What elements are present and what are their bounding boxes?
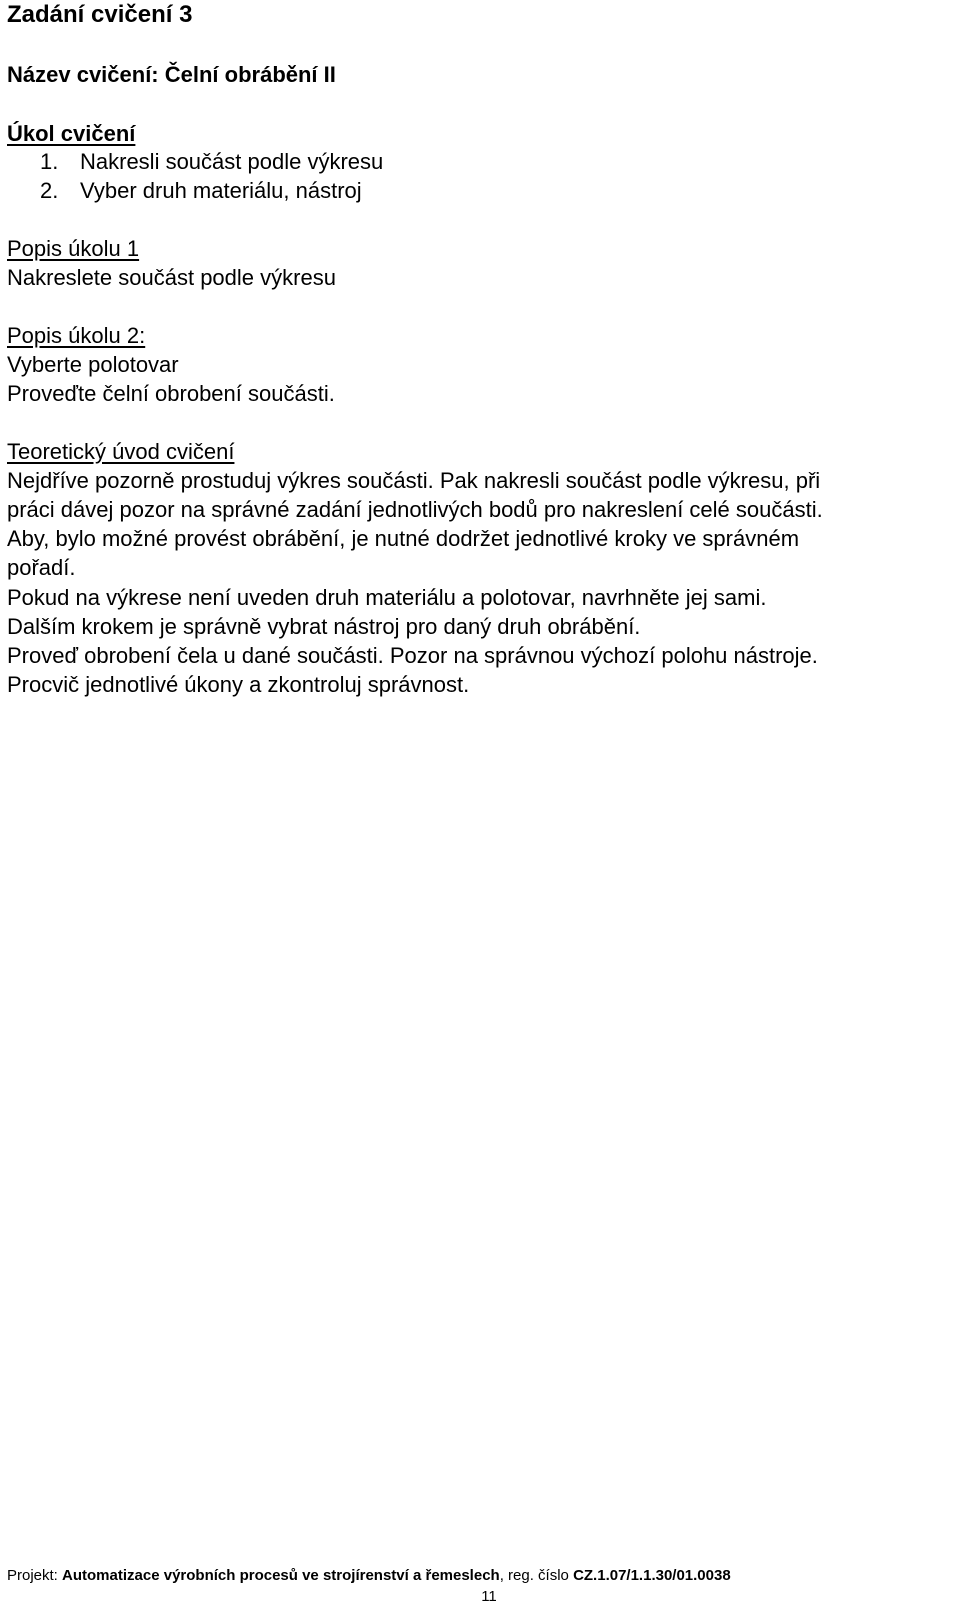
- footer-project-name: Automatizace výrobních procesů ve strojírenství a řemeslech: [62, 1567, 500, 1584]
- exercise-name: Název cvičení: Čelní obrábění II: [7, 62, 336, 87]
- task-list-text: Vyber druh materiálu, nástroj: [80, 178, 362, 203]
- page-number: [0, 1588, 960, 1606]
- task-list-number: 1.: [40, 149, 59, 174]
- task2-line: Vyberte polotovar: [7, 352, 179, 377]
- task2-heading: Popis úkolu 2:: [7, 323, 146, 348]
- theory-line: Dalším krokem je správně vybrat nástroj pro daný druh obrábění.: [7, 614, 641, 639]
- theory-line: Pokud na výkrese není uveden druh materiálu a polotovar, navrhněte jej sami.: [7, 585, 767, 610]
- page-number-value: 11: [481, 1588, 497, 1605]
- theory-line: Procvič jednotlivé úkony a zkontroluj správnost.: [7, 672, 470, 697]
- document-title: Zadání cvičení 3: [7, 1, 193, 28]
- task2-line: Proveďte čelní obrobení součásti.: [7, 381, 335, 406]
- theory-heading: Teoretický úvod cvičení: [7, 439, 235, 464]
- task-list-number: 2.: [40, 178, 59, 203]
- theory-line: Aby, bylo možné provést obrábění, je nutné dodržet jednotlivé kroky ve správném: [7, 526, 800, 551]
- task1-heading: Popis úkolu 1: [7, 236, 140, 261]
- task-list-text: Nakresli součást podle výkresu: [80, 149, 384, 174]
- footer: [7, 1566, 731, 1586]
- task-list-item: [40, 177, 362, 205]
- task-list-item: [40, 148, 383, 176]
- theory-line: Proveď obrobení čela u dané součásti. Pozor na správnou výchozí polohu nástroje.: [7, 643, 818, 668]
- footer-reg-label: , reg. číslo: [499, 1567, 574, 1584]
- task1-line: Nakreslete součást podle výkresu: [7, 265, 336, 290]
- theory-line: práci dávej pozor na správné zadání jednotlivých bodů pro nakreslení celé součásti.: [7, 497, 823, 522]
- theory-line: Nejdříve pozorně prostuduj výkres součásti. Pak nakresli součást podle výkresu, při: [7, 468, 821, 493]
- theory-line: pořadí.: [7, 555, 76, 580]
- footer-reg-number: CZ.1.07/1.1.30/01.0038: [573, 1567, 731, 1584]
- footer-prefix: Projekt:: [7, 1567, 63, 1584]
- task-section-heading: Úkol cvičení: [7, 121, 136, 146]
